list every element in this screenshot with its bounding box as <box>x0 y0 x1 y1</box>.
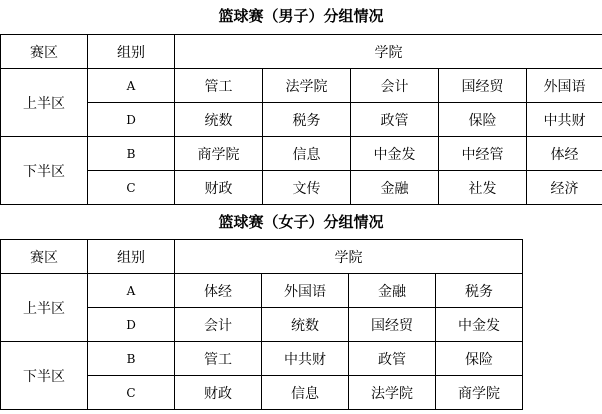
men-group-label: B <box>88 137 175 171</box>
men-header-group: 组别 <box>88 35 175 69</box>
men-group-label: A <box>88 69 175 103</box>
women-header-region: 赛区 <box>1 240 88 274</box>
women-college-cell: 法学院 <box>349 376 436 410</box>
men-group-label: D <box>88 103 175 137</box>
men-college-cell: 中经管 <box>439 137 527 171</box>
men-college-cell: 管工 <box>175 69 263 103</box>
men-group-label: C <box>88 171 175 205</box>
women-college-cell: 国经贸 <box>349 308 436 342</box>
men-region-lower: 下半区 <box>1 137 88 205</box>
men-header-college: 学院 <box>175 35 602 69</box>
women-college-cell: 信息 <box>262 376 349 410</box>
men-college-cell: 体经 <box>527 137 602 171</box>
table-row <box>1 103 602 137</box>
women-college-cell: 保险 <box>436 342 523 376</box>
men-college-cell: 法学院 <box>263 69 351 103</box>
women-group-label: B <box>88 342 175 376</box>
women-college-cell: 中共财 <box>262 342 349 376</box>
men-region-upper: 上半区 <box>1 69 88 137</box>
table-row <box>1 171 602 205</box>
men-college-cell: 经济 <box>527 171 602 205</box>
women-header-college: 学院 <box>175 240 523 274</box>
men-college-cell: 商学院 <box>175 137 263 171</box>
women-college-cell: 统数 <box>262 308 349 342</box>
men-college-cell: 信息 <box>263 137 351 171</box>
men-group-table <box>0 34 602 205</box>
men-college-cell: 金融 <box>351 171 439 205</box>
women-college-cell: 中金发 <box>436 308 523 342</box>
men-college-cell: 中共财 <box>527 103 602 137</box>
table-row <box>1 274 523 308</box>
men-college-cell: 会计 <box>351 69 439 103</box>
women-college-cell: 政管 <box>349 342 436 376</box>
men-table-title: 篮球赛（男子）分组情况 <box>218 7 384 25</box>
women-group-label: A <box>88 274 175 308</box>
men-college-cell: 税务 <box>263 103 351 137</box>
women-group-label: D <box>88 308 175 342</box>
women-table-title: 篮球赛（女子）分组情况 <box>218 213 384 231</box>
women-header-group: 组别 <box>88 240 175 274</box>
men-college-cell: 政管 <box>351 103 439 137</box>
women-group-label: C <box>88 376 175 410</box>
women-college-cell: 金融 <box>349 274 436 308</box>
table-row <box>1 137 602 171</box>
men-college-cell: 国经贸 <box>439 69 527 103</box>
men-college-cell: 统数 <box>175 103 263 137</box>
women-college-cell: 体经 <box>175 274 262 308</box>
table-row <box>1 342 523 376</box>
women-region-upper: 上半区 <box>1 274 88 342</box>
men-college-cell: 财政 <box>175 171 263 205</box>
women-college-cell: 管工 <box>175 342 262 376</box>
women-college-cell: 税务 <box>436 274 523 308</box>
men-college-cell: 外国语 <box>527 69 602 103</box>
women-college-cell: 商学院 <box>436 376 523 410</box>
men-college-cell: 文传 <box>263 171 351 205</box>
women-header-row <box>1 240 523 274</box>
men-header-region: 赛区 <box>1 35 88 69</box>
men-college-cell: 社发 <box>439 171 527 205</box>
men-header-row <box>1 35 602 69</box>
women-region-lower: 下半区 <box>1 342 88 410</box>
men-college-cell: 保险 <box>439 103 527 137</box>
women-college-cell: 外国语 <box>262 274 349 308</box>
women-group-table <box>0 239 523 410</box>
women-college-cell: 会计 <box>175 308 262 342</box>
men-college-cell: 中金发 <box>351 137 439 171</box>
women-college-cell: 财政 <box>175 376 262 410</box>
table-row <box>1 69 602 103</box>
